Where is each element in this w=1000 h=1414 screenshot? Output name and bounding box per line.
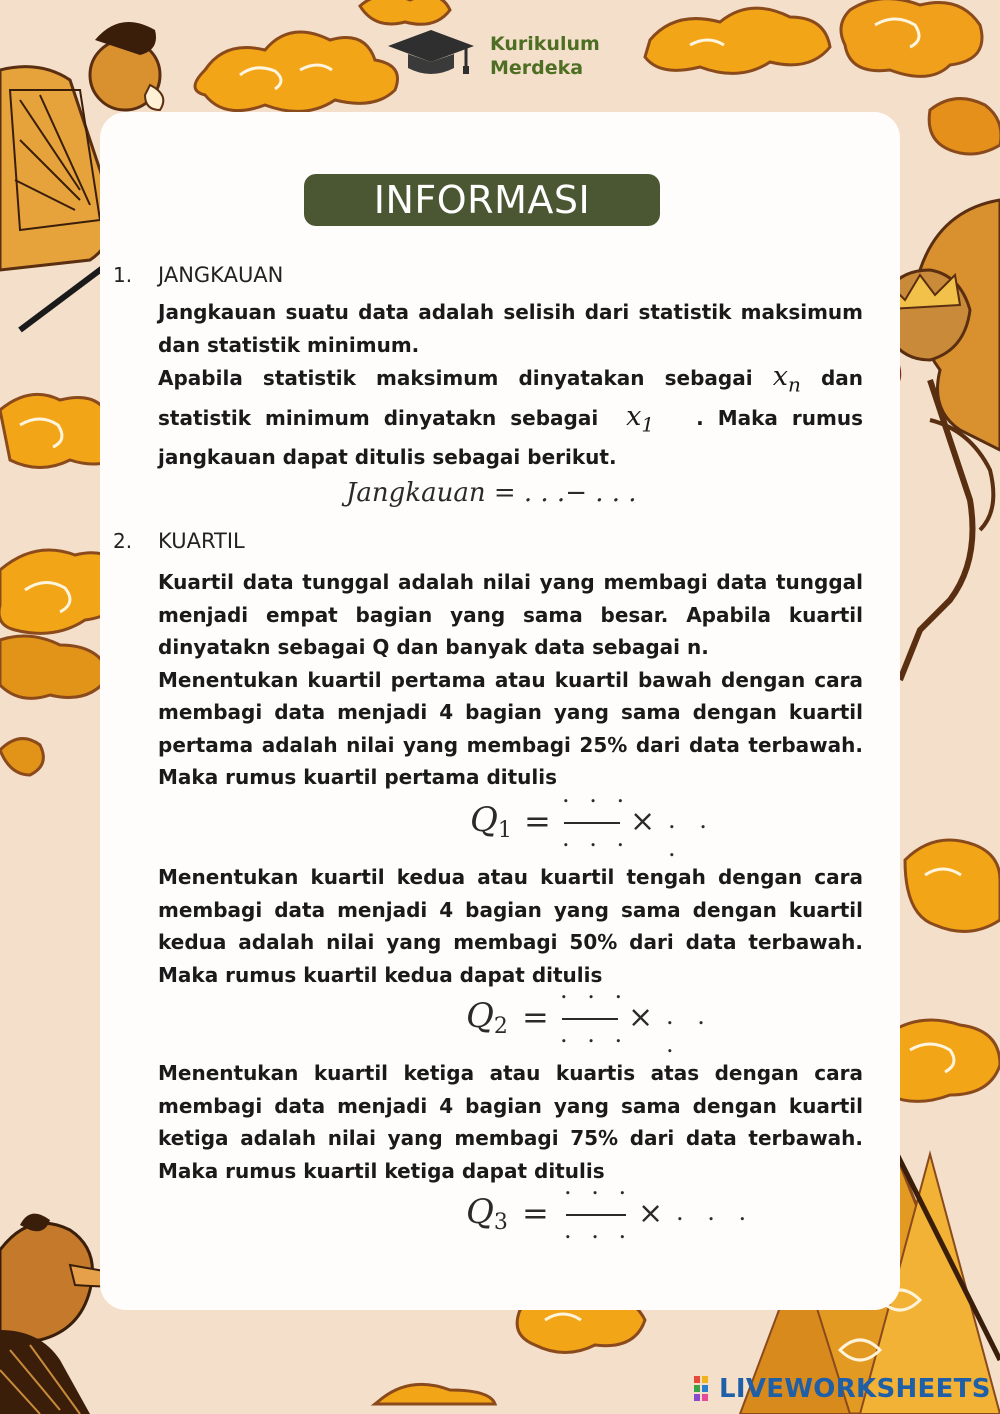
- liveworksheets-watermark[interactable]: [694, 1372, 991, 1406]
- info-banner-title: INFORMASI: [304, 174, 660, 226]
- q2-formula: $Q_2$ = . . . . . . × . . .: [466, 976, 713, 1058]
- section-1-definition: Jangkauan suatu data adalah selisih dari statistik maksimum dan statistik minimum.: [158, 300, 863, 357]
- brand-logo: [386, 28, 626, 88]
- quartile-1-description: Menentukan kuartil pertama atau kuartil bawah dengan cara membagi data menjadi 4 bagian yang sama dengan kuartil pertama adalah nilai yang membagi 25% dari data terbawah. Maka rumus kuartil pertama ditulis: [158, 667, 863, 789]
- q2-denominator: . . .: [560, 1020, 629, 1048]
- section-1-number: 1.: [113, 263, 133, 287]
- var-max: $x_n$: [772, 361, 801, 397]
- section-1-body: [158, 296, 863, 473]
- q3-numerator: . . .: [564, 1172, 633, 1200]
- range-formula: Jangkauan = . . .− . . .: [346, 478, 637, 508]
- section-2-intro: [158, 566, 863, 794]
- brand-line-1: Kurikulum: [490, 33, 600, 55]
- quartile-3-description: Menentukan kuartil ketiga atau kuartis atas dengan cara membagi data menjadi 4 bagian yang sama dengan kuartil ketiga adalah nilai yang membagi 75% dari data terbawah. Maka rumus kuartil ketiga dapat ditulis: [158, 1061, 863, 1183]
- section-2-number: 2.: [113, 529, 133, 553]
- mega-mendung-cloud-icon: [195, 32, 398, 111]
- var-min: $x_1$: [626, 400, 655, 437]
- mega-mendung-cloud-icon: [375, 1294, 645, 1404]
- section-2-heading: KUARTIL: [158, 529, 245, 553]
- q1-numerator: . . .: [562, 780, 631, 808]
- q1-formula: $Q_1$ = . . . . . . × . . .: [470, 780, 715, 862]
- quartile-definition: Kuartil data tunggal adalah nilai yang membagi data tunggal menjadi empat bagian yang sama besar. Apabila kuartil dinyatakn sebagai Q dan banyak data sebagai n.: [158, 570, 863, 659]
- graduation-cap-icon: [386, 28, 476, 78]
- q3-denominator: . . .: [564, 1216, 633, 1244]
- liveworksheets-logo-icon: [694, 1376, 716, 1402]
- q2-numerator: . . .: [560, 976, 629, 1004]
- q3-formula: $Q_3$ = . . . . . . × . . .: [466, 1172, 755, 1244]
- section-1-heading: JANGKAUAN: [158, 263, 284, 287]
- quartile-2-description: Menentukan kuartil kedua atau kuartil tengah dengan cara membagi data menjadi 4 bagian yang sama dengan kuartil kedua adalah nilai yang membagi 50% dari data terbawah. Maka rumus kuartil kedua dapat ditulis: [158, 865, 863, 987]
- mega-mendung-cloud-icon: [360, 0, 450, 24]
- q1-denominator: . . .: [562, 824, 631, 852]
- section-1-variables: Apabila statistik maksimum dinyatakan sebagai $x_n$ dan statistik minimum dinyatakn sebagai $x_1$ . Maka rumus jangkauan dapat ditulis sebagai berikut.: [158, 361, 864, 469]
- brand-line-2: Merdeka: [490, 57, 584, 79]
- watermark-text: LIVEWORKSHEETS: [719, 1374, 991, 1404]
